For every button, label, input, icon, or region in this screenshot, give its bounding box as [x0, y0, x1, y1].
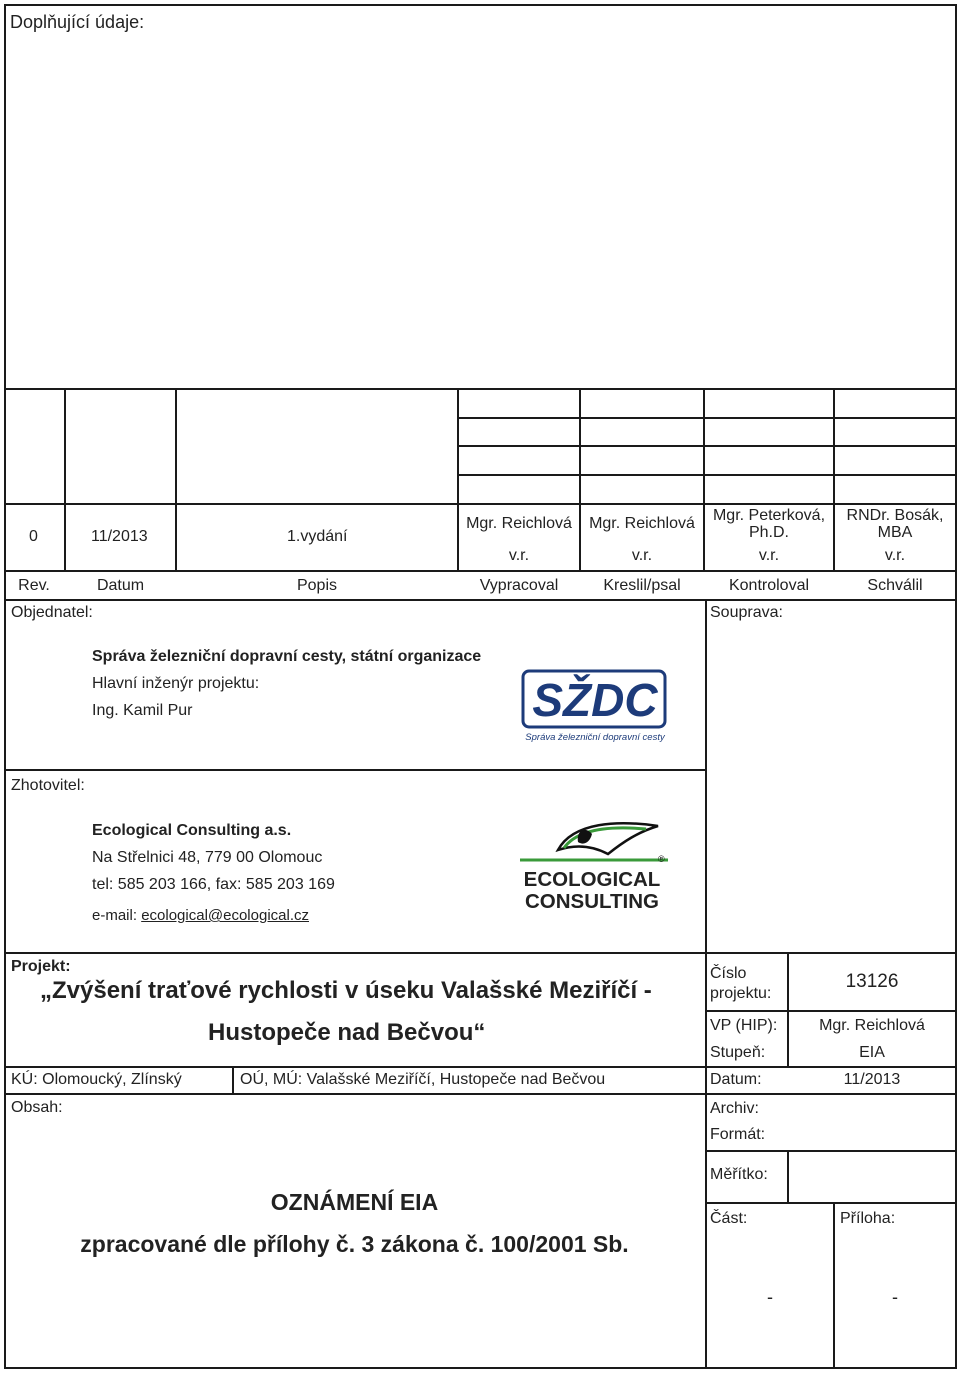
- format-label: Formát:: [710, 1126, 766, 1143]
- set-label: Souprava:: [710, 604, 783, 621]
- scale-label: Měřítko:: [710, 1166, 768, 1183]
- rev-description: 1.vydání: [287, 528, 348, 545]
- ku-text: KÚ: Olomoucký, Zlínský: [11, 1071, 182, 1088]
- logo-line-1: ECOLOGICAL: [523, 868, 661, 891]
- vr-approved: v.r.: [884, 547, 906, 564]
- contractor-email-label: e-mail:: [92, 907, 142, 924]
- part-label: Část:: [710, 1210, 748, 1227]
- supplementary-label: Doplňující údaje:: [10, 12, 145, 32]
- rev-checked-by-1: Mgr. Peterková,: [712, 507, 826, 524]
- rev-approved-by-2: MBA: [877, 524, 913, 541]
- contractor-name: Ecological Consulting a.s.: [92, 822, 292, 839]
- header-approved: Schválil: [867, 577, 923, 594]
- rev-prepared-by: Mgr. Reichlová: [466, 515, 572, 532]
- content-title: OZNÁMENÍ EIA: [270, 1189, 439, 1215]
- ou-text: OÚ, MÚ: Valašské Meziříčí, Hustopeče nad Bečvou: [240, 1071, 606, 1088]
- header-prepared: Vypracoval: [479, 577, 559, 594]
- annex-label: Příloha:: [840, 1210, 896, 1227]
- vr-checked: v.r.: [758, 547, 780, 564]
- project-label: Projekt:: [11, 958, 71, 975]
- contractor-address: Na Střelnici 48, 779 00 Olomouc: [92, 849, 323, 866]
- client-label: Objednatel:: [11, 604, 93, 621]
- part-value: -: [767, 1287, 773, 1307]
- contractor-email-row: [92, 908, 309, 925]
- date-value: 11/2013: [843, 1071, 901, 1088]
- vp-value: Mgr. Reichlová: [819, 1017, 925, 1034]
- header-drawn: Kreslil/psal: [603, 577, 681, 594]
- archive-label: Archiv:: [710, 1100, 759, 1117]
- rev-number: 0: [29, 528, 38, 545]
- client-chief-label: Hlavní inženýr projektu:: [92, 675, 260, 692]
- vr-drawn: v.r.: [631, 547, 653, 564]
- client-chief-name: Ing. Kamil Pur: [92, 702, 193, 719]
- client-name: Správa železniční dopravní cesty, státní organizace: [92, 648, 482, 665]
- rev-checked-by-2: Ph.D.: [748, 524, 789, 541]
- stage-label: Stupeň:: [710, 1044, 766, 1061]
- contractor-label: Zhotovitel:: [11, 777, 85, 794]
- project-title-2: Hustopeče nad Bečvou“: [208, 1019, 486, 1046]
- project-number-label-1: Číslo: [710, 965, 747, 982]
- content-label: Obsah:: [11, 1099, 63, 1116]
- vp-label: VP (HIP):: [710, 1017, 778, 1034]
- annex-value: -: [892, 1287, 898, 1307]
- contractor-email-link[interactable]: ecological@ecological.cz: [141, 907, 309, 924]
- vr-prepared: v.r.: [508, 547, 530, 564]
- szdc-logo-subtitle: Správa železniční dopravní cesty: [525, 732, 665, 743]
- contractor-phone: tel: 585 203 166, fax: 585 203 169: [92, 876, 335, 893]
- registered-mark: ®: [658, 854, 665, 864]
- content-subtitle: zpracované dle přílohy č. 3 zákona č. 100/2001 Sb.: [80, 1231, 629, 1257]
- butterfly-icon: [520, 823, 668, 860]
- project-number: 13126: [845, 971, 899, 992]
- logo-line-2: CONSULTING: [524, 890, 660, 912]
- date-label: Datum:: [710, 1071, 762, 1088]
- project-title-1: „Zvýšení traťové rychlosti v úseku Valašské Meziříčí -: [40, 977, 652, 1004]
- stage-value: EIA: [859, 1044, 885, 1061]
- header-checked: Kontroloval: [728, 577, 810, 594]
- ecological-consulting-logo: [518, 820, 672, 912]
- rev-approved-by-1: RNDr. Bosák,: [846, 507, 944, 524]
- header-date: Datum: [96, 577, 145, 594]
- project-number-label-2: projektu:: [710, 985, 772, 1002]
- szdc-logo: [520, 668, 670, 746]
- rev-drawn-by: Mgr. Reichlová: [589, 515, 695, 532]
- rev-date: 11/2013: [91, 528, 148, 545]
- header-description: Popis: [296, 577, 338, 594]
- szdc-logo-text: SŽDC: [532, 674, 658, 726]
- header-rev: Rev.: [18, 577, 50, 594]
